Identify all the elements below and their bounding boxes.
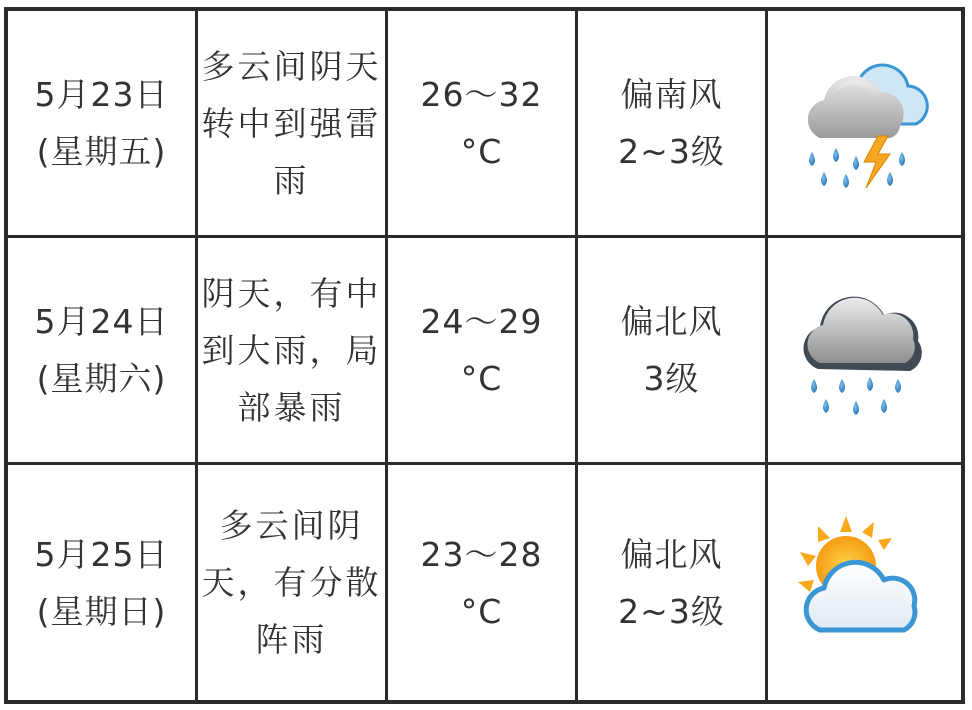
wind-level: 2~3级: [618, 591, 725, 631]
wind-direction: 偏北风: [620, 534, 723, 574]
condition-line: 部暴雨: [237, 387, 346, 427]
forecast-table: [4, 7, 965, 704]
temperature-cell: [388, 465, 578, 700]
date-text: 5月25日: [34, 534, 169, 574]
wind-direction: 偏北风: [620, 302, 723, 341]
condition-line: 多云间阴天: [201, 46, 382, 86]
date-cell: [8, 465, 198, 700]
wind-direction: 偏南风: [620, 75, 723, 114]
thunderstorm-icon: [790, 48, 940, 198]
wind-cell: [578, 238, 768, 465]
condition-cell: [198, 238, 388, 465]
weekday-text: (星期六): [36, 359, 167, 398]
date-text: 5月24日: [34, 302, 169, 341]
weather-icon-cell: [768, 238, 961, 465]
weather-icon-cell: [768, 11, 961, 238]
temperature-cell: [388, 11, 578, 238]
temperature-unit: °C: [460, 132, 503, 171]
weekday-text: (星期五): [36, 132, 167, 171]
wind-cell: [578, 465, 768, 700]
condition-line: 到大雨，局: [201, 330, 382, 370]
temperature-range: 23～28: [420, 534, 543, 574]
temperature-unit: °C: [460, 359, 503, 398]
condition-cell: [198, 11, 388, 238]
temperature-range: 24～29: [420, 302, 543, 341]
wind-cell: [578, 11, 768, 238]
temperature-cell: [388, 238, 578, 465]
temperature-unit: °C: [460, 591, 503, 631]
condition-line: 雨: [273, 160, 310, 200]
condition-line: 阴天，有中: [201, 273, 382, 313]
temperature-range: 26～32: [420, 75, 543, 114]
wind-level: 3级: [643, 359, 700, 398]
date-cell: [8, 238, 198, 465]
weather-icon-cell: [768, 465, 961, 700]
wind-level: 2~3级: [618, 132, 725, 171]
date-cell: [8, 11, 198, 238]
condition-line: 阵雨: [255, 620, 328, 659]
condition-cell: [198, 465, 388, 700]
date-text: 5月23日: [34, 75, 169, 114]
condition-line: 天，有分散: [201, 563, 382, 602]
rain-cloud-icon: [790, 275, 940, 425]
condition-line: 多云间阴: [219, 506, 364, 545]
weekday-text: (星期日): [36, 591, 167, 631]
condition-line: 转中到强雷: [201, 103, 382, 143]
partly-cloudy-icon: [790, 508, 940, 658]
